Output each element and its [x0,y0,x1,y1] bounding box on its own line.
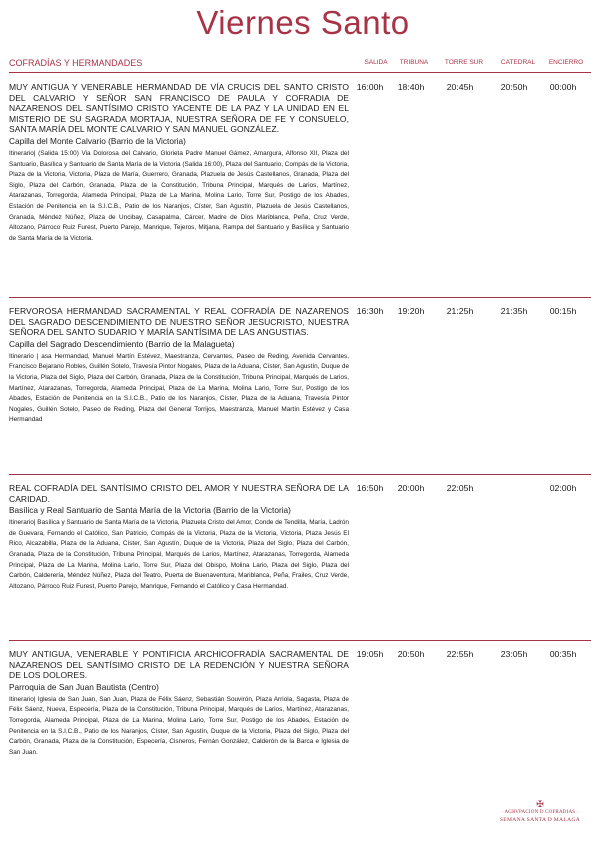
tribuna-time: 20:00h [397,483,425,493]
tribuna-time: 18:40h [397,82,425,92]
page-title: Viernes Santo [196,4,410,41]
brotherhood-name: MUY ANTIGUA, VENERABLE Y PONTIFICIA ARCHICOFRADÍA SACRAMENTAL DE NAZARENOS DEL SANTÍSIMO CRISTO DE LA REDENCIÓN Y NUESTRA SEÑORA DE LOS DOLORES. [9,649,349,681]
schedule-times [354,649,594,661]
torre-sur-time: 22:05h [446,483,474,493]
brotherhood-entry [9,649,591,758]
header-divider [9,72,591,73]
encierro-time: 00:00h [549,82,577,92]
brotherhood-itinerary: Itinerario| Iglesia de San Juan, San Juan, Plaza de Félix Sáenz, Sebastián Souvirón, Plaza Arriola, Sagasta, Plaza de Félix Sáenz, Nueva, Especería, Plaza de la Constitución, Tribuna Principal, Marqués de Larios, Martínez, Atarazanas, Torregorda, Alameda Principal, Plaza de La Marina, Molina Lario, Torre Sur, Postigo de los Abades, Estación de Penitencia en la S.I.C.B., Patio de los Naranjos, Císter, San Agustín, Duque de la Victoria, Plaza del Siglo, Plaza del Carbón, Granada, Plaza de la Constitución, Especería, Cisneros, Fernán González, Calderón de la Barca e Iglesia de San Juan. [9,695,349,756]
logo-line-2: SEMANA SANTA D MALAGA [499,817,581,823]
salida-time: 16:00h [356,82,384,92]
brotherhood-temple: Basílica y Real Santuario de Santa María de la Victoria (Barrio de la Victoria) [9,505,291,516]
brotherhood-itinerary: Itinerario | asa Hermandad, Manuel Martín Estévez, Maestranza, Cervantes, Paseo de Reding, Avenida Cervantes, Francisco Bejarano Robles, Guillén Sotelo, Travesía Pintor Nogales, Plaza de la Aduana, Císter, San Agustín, Duque de la Victoria, Plaza del Siglo, Plaza del Carbón, Granada, Plaza de la Constitución, Tribuna Principal, Marqués de Larios, Martínez, Atarazanas, Torregorda, Alameda Principal, Plaza de La Marina, Molina Lario, Torre Sur, Postigo de los Abades, Estación de Penitencia en la S.I.C.B., Patio de los Naranjos, Císter, Plaza de la Aduana, Travesía Pintor Nogales, Guillén Sotelo, Paseo de Reding, Plaza del General Torrijos, Maestranza, Manuel Martín Estévez y Casa Hermandad [9,352,349,424]
salida-time: 16:50h [356,483,384,493]
encierro-column-header: ENCIERRO [548,59,584,66]
brotherhood-entry [9,306,591,426]
brotherhood-temple: Capilla del Monte Calvario (Barrio de la Victoria) [9,135,186,146]
catedral-time: 21:35h [500,306,528,316]
catedral-column-header: CATEDRAL [500,59,536,66]
brotherhood-name: FERVOROSA HERMANDAD SACRAMENTAL Y REAL COFRADÍA DE NAZARENOS DEL SAGRADO DESCENDIMIENTO DE NUESTRO SEÑOR JESUCRISTO, NUESTRA SEÑORA DEL SANTO SUDARIO Y MARÍA SANTÍSIMA DE LAS ANGUSTIAS. [9,306,349,338]
schedule-times [354,483,594,495]
brotherhood-temple: Capilla del Sagrado Descendimiento (Barrio de la Malagueta) [9,338,235,349]
encierro-time: 00:35h [549,649,577,659]
torre-sur-time: 21:25h [446,306,474,316]
salida-column-header: SALIDA [364,59,388,66]
brotherhood-entry [9,82,591,244]
salida-time: 16:30h [356,306,384,316]
entry-divider [9,640,591,641]
brotherhood-entry [9,483,591,592]
catedral-time: 23:05h [500,649,528,659]
schedule-header [9,56,591,72]
cross-icon: ✠ [536,799,544,809]
entry-divider [9,297,591,298]
brotherhood-name: MUY ANTIGUA Y VENERABLE HERMANDAD DE VÍA CRUCIS DEL SANTO CRISTO DEL CALVARIO Y SEÑOR SAN FRANCISCO DE PAULA Y COFRADIA DE NAZARENOS DEL SANTÍSIMO CRISTO YACENTE DE LA PAZ Y LA UNIDAD EN EL MISTERIO DE SU SAGRADA MORTAJA, NUESTRA SEÑORA DE FE Y CONSUELO, SANTA MARÍA DEL MONTE CALVARIO Y SAN MANUEL GONZÁLEZ. [9,82,349,135]
brotherhood-temple: Parroquia de San Juan Bautista (Centro) [9,681,159,692]
brotherhood-itinerary: Itinerario| Basílica y Santuario de Santa María de la Victoria, Plazuela Cristo del Amor, Conde de Tendilla, María, Ladrón de Guevara, Fernando el Católico, San Patricio, Compás de la Victoria, Plaza de la Victoria, Victoria, Plaza Jesús El Rico, Alcazabilla, Plaza de la Aduana, Císter, San Agustín, Duque de la Victoria, Plaza del Siglo, Plaza del Carbón, Granada, Plaza de la Constitución, Tribuna Principal, Marqués de Larios, Martínez, Atarazanas, Torregorda, Alameda Principal, Plaza de La Marina, Molina Lario, Torre Sur, Plaza del Obispo, Molina Lario, Plaza del Siglo, Plaza del Carbón, Calderería, Méndez Núñez, Plaza del Teatro, Puerta de Buenaventura, Mariblanca, Peña, Frailes, Cruz Verde, Altozano, Párroco Ruiz Furest, Puerto Parejo, Manrique, Fernando el Católico y Casa Hermandad. [9,519,349,590]
torre-sur-time: 20:45h [446,82,474,92]
tribuna-time: 19:20h [397,306,425,316]
logo-line-1: · AGRVPACION D COFRADIAS · [501,810,579,815]
torre-sur-column-header: TORRE SUR [444,59,484,66]
encierro-time: 00:15h [549,306,577,316]
entry-divider [9,474,591,475]
encierro-time: 02:00h [549,483,577,493]
torre-sur-time: 22:55h [446,649,474,659]
schedule-times [354,82,594,94]
brotherhoods-column-header: COFRADÍAS Y HERMANDADES [9,58,143,68]
catedral-time: 20:50h [500,82,528,92]
salida-time: 19:05h [356,649,384,659]
brotherhood-name: REAL COFRADÍA DEL SANTÍSIMO CRISTO DEL AMOR Y NUESTRA SEÑORA DE LA CARIDAD. [9,483,349,504]
tribuna-column-header: TRIBUNA [399,59,429,66]
schedule-times [354,306,594,318]
agrupacion-cofradias-logo [480,800,600,823]
tribuna-time: 20:50h [397,649,425,659]
brotherhood-itinerary: Itinerario| (Salida 15:00) Via Dolorosa del Calvario, Glorieta Padre Manuel Gámez, Amargura, Alfonso XII, Plaza del Santuario, Basílica y Santuario de Santa María de la Victoria (Salida 16:00), Plaza del Santuario, Compás de la Victoria, Plaza de la Victoria, Victoria, Plaza de María, Guerrero, Granada, Plazuela de Jesús Castellanos, Granada, Plaza del Siglo, Plaza del Carbón, Granada, Plaza de la Constitución, Tribuna Principal, Marqués de Larios, Martínez, Atarazanas, Torregorda, Alameda Principal, Plaza de La Marina, Molina Lario, Torre Sur, Postigo de los Abades, Estación de Penitencia en la S.I.C.B., Patio de los Naranjos, Císter, San Agustín, Plazuela de Jesús Castellanos, Granada, Méndez Núñez, Plaza de Uncibay, Casapalma, Cárcer, Madre de Dios Mariblanca, Peña, Cruz Verde, Altozano, Párroco Ruiz Furest, Puerto Parejo, Manrique, Tejeros, Mitjana, Rampa del Santuario y Basílica y Santuario de Santa María de la Victoria. [9,149,349,242]
